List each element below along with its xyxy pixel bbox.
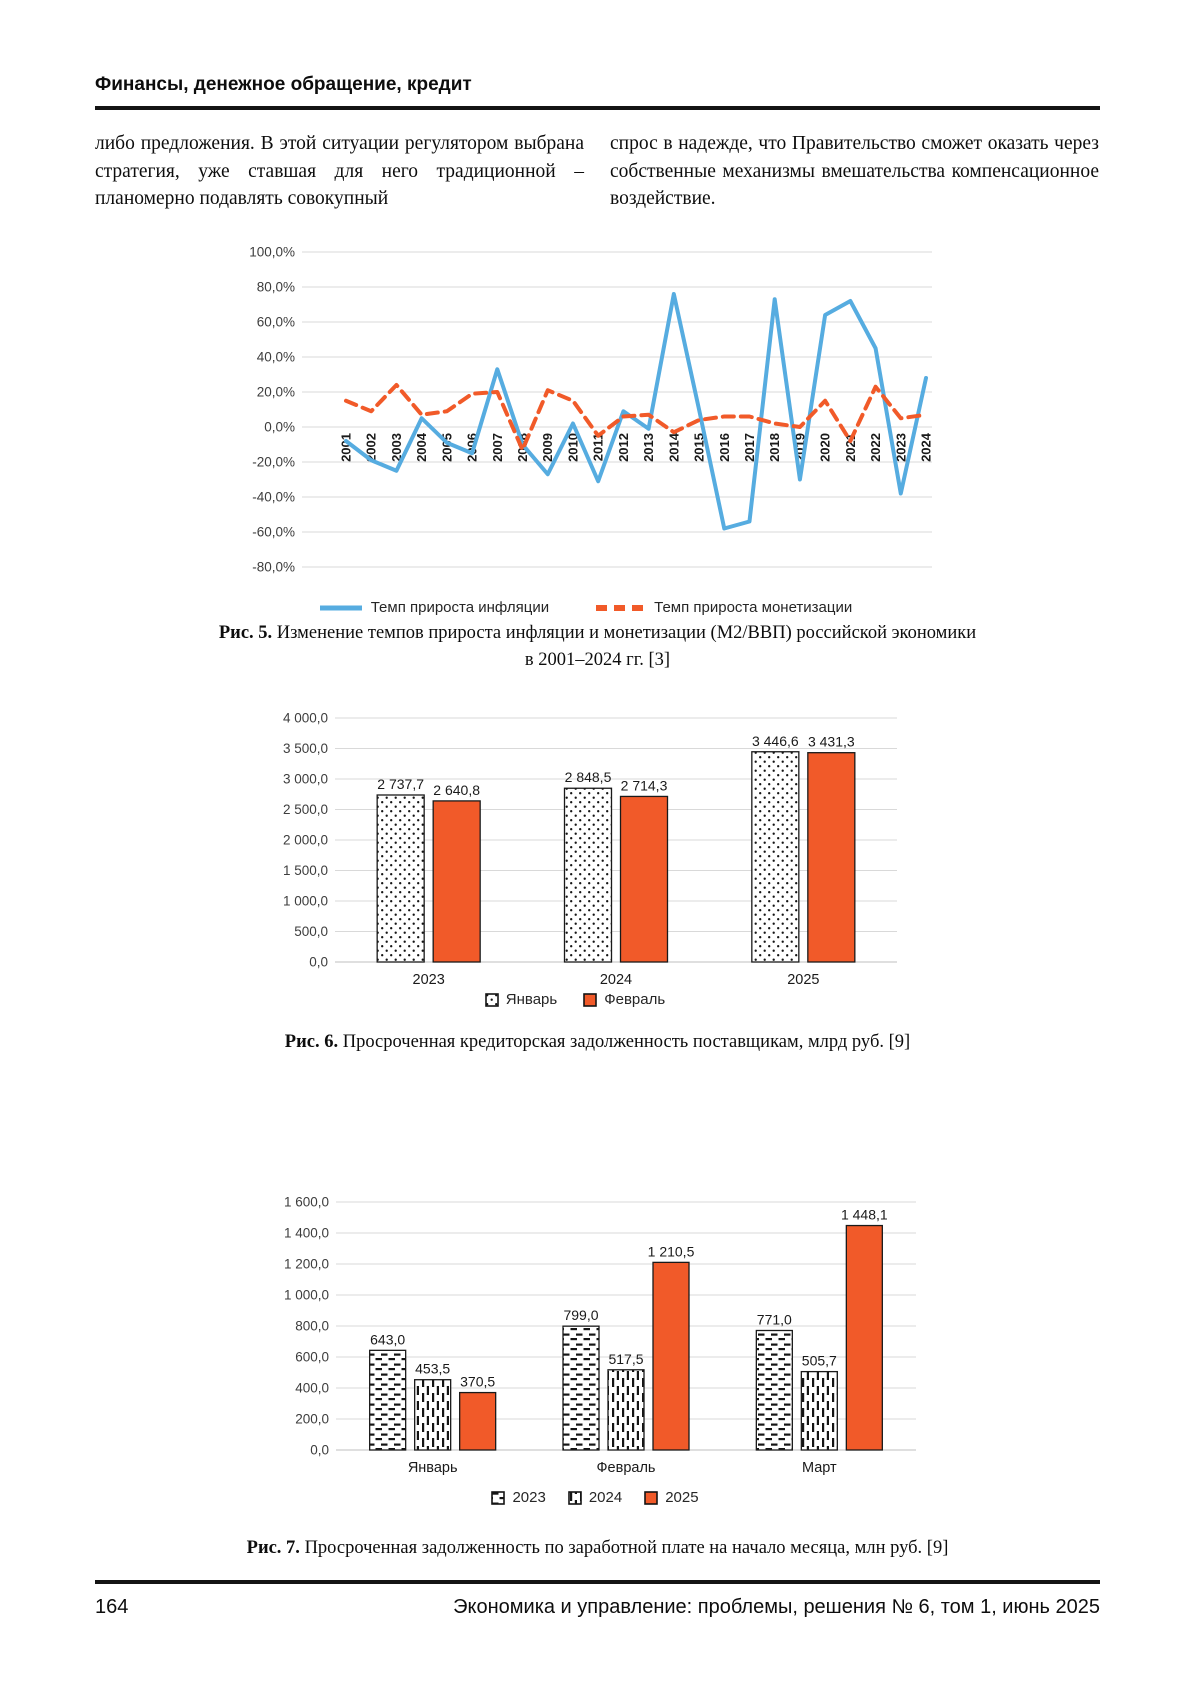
inflation-line-sample-icon — [318, 604, 364, 612]
year-label: 2022 — [868, 433, 884, 462]
ytick-label: 2 000,0 — [282, 832, 328, 848]
figure5-caption — [95, 620, 1100, 674]
legend-item-2023 — [491, 1489, 545, 1506]
ytick-label: -40,0% — [252, 489, 295, 505]
ytick-label: 40,0% — [256, 349, 295, 365]
legend-item-february — [583, 991, 665, 1008]
page-footer — [95, 1596, 1100, 1619]
value-label: 453,5 — [415, 1360, 451, 1377]
ytick-label: -20,0% — [252, 454, 295, 470]
value-label: 370,5 — [460, 1373, 496, 1390]
category-label: 2024 — [599, 972, 633, 984]
value-label: 643,0 — [370, 1331, 406, 1348]
year-label: 2001 — [338, 433, 354, 462]
year2023-swatch-icon — [491, 1491, 505, 1505]
figure6-caption-label: Рис. 6. — [284, 1032, 339, 1052]
category-label: Январь — [407, 1460, 458, 1476]
figure5-line-chart — [230, 238, 940, 616]
legend-label-2025: 2025 — [665, 1489, 699, 1506]
value-label: 505,7 — [801, 1352, 837, 1369]
legend-item-2025 — [644, 1489, 698, 1506]
year-label: 2012 — [615, 433, 631, 462]
bar-2023-Январь — [370, 1350, 406, 1450]
creditor-debt-chart — [245, 692, 905, 984]
category-label: Февраль — [596, 1460, 656, 1476]
header-rule — [95, 106, 1100, 110]
legend-item-inflation — [318, 599, 549, 616]
legend-label-2024: 2024 — [588, 1489, 623, 1506]
figure7-caption-text: Просроченная задолженность по заработной плате на начало месяца, млн руб. [9] — [299, 1538, 949, 1558]
ytick-label: 0,0% — [264, 419, 295, 435]
ytick-label: 3 500,0 — [282, 741, 328, 756]
ytick-label: 200,0 — [295, 1411, 329, 1427]
body-text — [95, 130, 1100, 213]
value-label: 1 448,1 — [840, 1206, 888, 1223]
year2024-swatch-icon — [568, 1491, 582, 1505]
year-label: 2013 — [641, 433, 657, 462]
legend-item-january — [485, 991, 557, 1008]
bar-2025-Февраль — [653, 1262, 689, 1450]
body-column-right: спрос в надежде, что Правительство сможет оказать через собственные механизмы вмешательства компенсационное воздействие. — [610, 133, 1099, 210]
year-label: 2020 — [817, 433, 833, 462]
ytick-label: 4 000,0 — [282, 710, 328, 726]
year-label: 2017 — [741, 433, 757, 462]
wage-arrears-chart — [250, 1182, 940, 1482]
ytick-label: 3 000,0 — [282, 771, 328, 787]
figure7-caption-label: Рис. 7. — [246, 1538, 300, 1558]
monetization-line-sample-icon — [595, 604, 647, 612]
figure6-legend — [245, 991, 905, 1008]
ytick-label: -80,0% — [252, 559, 295, 575]
year-label: 2002 — [363, 433, 379, 462]
ytick-label: 500,0 — [294, 924, 328, 939]
value-label: 3 446,6 — [751, 732, 799, 749]
ytick-label: 100,0% — [249, 244, 295, 260]
year-label: 2007 — [489, 433, 505, 462]
figure5-caption-label: Рис. 5. — [218, 623, 273, 643]
year-label: 2006 — [464, 433, 480, 462]
bar-2024-Февраль — [608, 1370, 644, 1450]
ytick-label: 1 400,0 — [283, 1225, 329, 1241]
journal-title: Экономика и управление: проблемы, решения № 6, том 1, июнь 2025 — [453, 1596, 1100, 1618]
ytick-label: -60,0% — [252, 524, 295, 540]
year-label: 2004 — [414, 433, 430, 462]
value-label: 3 431,3 — [807, 733, 855, 750]
year-label: 2021 — [842, 433, 858, 462]
monetization-line — [346, 385, 926, 450]
page-number: 164 — [95, 1596, 129, 1618]
figure7-caption — [95, 1535, 1100, 1562]
figure6-caption — [95, 1029, 1100, 1056]
bar-Январь-2025 — [752, 752, 799, 962]
year-label: 2015 — [691, 433, 707, 462]
year-label: 2003 — [388, 433, 404, 462]
year-label: 2011 — [590, 433, 606, 462]
value-label: 2 640,8 — [433, 781, 481, 798]
value-label: 2 737,7 — [377, 776, 425, 793]
ytick-label: 400,0 — [295, 1380, 329, 1396]
value-label: 799,0 — [563, 1307, 599, 1324]
bar-Февраль-2024 — [621, 796, 668, 962]
body-column-left: либо предложения. В этой ситуации регулятором выбрана стратегия, уже ставшая для него традиционной – планомерно подавлять совокупный — [95, 133, 584, 210]
january-swatch-icon — [485, 993, 499, 1007]
ytick-label: 80,0% — [256, 279, 295, 295]
figure7-bar-chart — [250, 1182, 940, 1506]
year-label: 2014 — [666, 433, 682, 462]
category-label: 2023 — [412, 972, 445, 984]
year-label: 2019 — [792, 433, 808, 462]
year-label: 2023 — [893, 433, 909, 462]
figure6-bar-chart — [245, 692, 905, 1008]
legend-label-inflation: Темп прироста инфляции — [370, 599, 550, 616]
ytick-label: 0,0 — [309, 954, 328, 970]
value-label: 771,0 — [756, 1311, 792, 1328]
legend-item-monetization — [595, 599, 852, 616]
bar-2024-Март — [801, 1372, 837, 1450]
ytick-label: 1 000,0 — [282, 893, 328, 909]
bar-2025-Январь — [460, 1393, 496, 1450]
year-label: 2024 — [918, 433, 934, 462]
ytick-label: 20,0% — [256, 384, 295, 400]
year2025-swatch-icon — [644, 1491, 658, 1505]
bar-2023-Март — [756, 1330, 792, 1450]
ytick-label: 60,0% — [256, 314, 295, 330]
ytick-label: 0,0 — [310, 1442, 329, 1458]
bar-Январь-2023 — [377, 795, 424, 962]
ytick-label: 600,0 — [295, 1349, 329, 1365]
category-label: Март — [801, 1460, 837, 1476]
year-label: 2008 — [515, 433, 531, 462]
ytick-label: 1 000,0 — [283, 1287, 329, 1303]
year-label: 2018 — [767, 433, 783, 462]
bar-2024-Январь — [415, 1380, 451, 1450]
bar-Февраль-2025 — [808, 753, 855, 962]
category-label: 2025 — [787, 972, 820, 984]
legend-label-2023: 2023 — [512, 1489, 546, 1506]
year-label: 2009 — [540, 433, 556, 462]
legend-label-february: Февраль — [604, 991, 666, 1008]
value-label: 2 848,5 — [564, 769, 612, 786]
value-label: 517,5 — [608, 1350, 644, 1367]
year-label: 2005 — [439, 433, 455, 462]
value-label: 2 714,3 — [620, 777, 668, 794]
legend-label-january: Январь — [505, 991, 558, 1008]
legend-item-2024 — [568, 1489, 622, 1506]
year-label: 2016 — [716, 433, 732, 462]
value-label: 1 210,5 — [647, 1243, 695, 1260]
ytick-label: 1 500,0 — [282, 863, 328, 878]
bar-2025-Март — [846, 1226, 882, 1450]
february-swatch-icon — [583, 993, 597, 1007]
figure5-legend — [230, 599, 940, 616]
year-label: 2010 — [565, 433, 581, 462]
footer-rule — [95, 1580, 1100, 1584]
inflation-monetization-chart — [230, 238, 940, 588]
ytick-label: 1 200,0 — [283, 1256, 329, 1272]
ytick-label: 800,0 — [295, 1318, 329, 1334]
legend-label-monetization: Темп прироста монетизации — [654, 599, 853, 616]
figure7-legend — [250, 1489, 940, 1506]
figure6-caption-text: Просроченная кредиторская задолженность поставщикам, млрд руб. [9] — [338, 1032, 911, 1052]
figure5-caption-text: Изменение темпов прироста инфляции и монетизации (М2/ВВП) российской экономики — [272, 623, 977, 643]
bar-Январь-2024 — [565, 788, 612, 962]
bar-2023-Февраль — [563, 1326, 599, 1450]
figure5-caption-line2: в 2001–2024 гг. [3] — [524, 649, 671, 670]
running-head: Финансы, денежное обращение, кредит — [95, 74, 472, 95]
bar-Февраль-2023 — [433, 801, 480, 962]
ytick-label: 2 500,0 — [282, 802, 328, 817]
ytick-label: 1 600,0 — [283, 1194, 329, 1210]
